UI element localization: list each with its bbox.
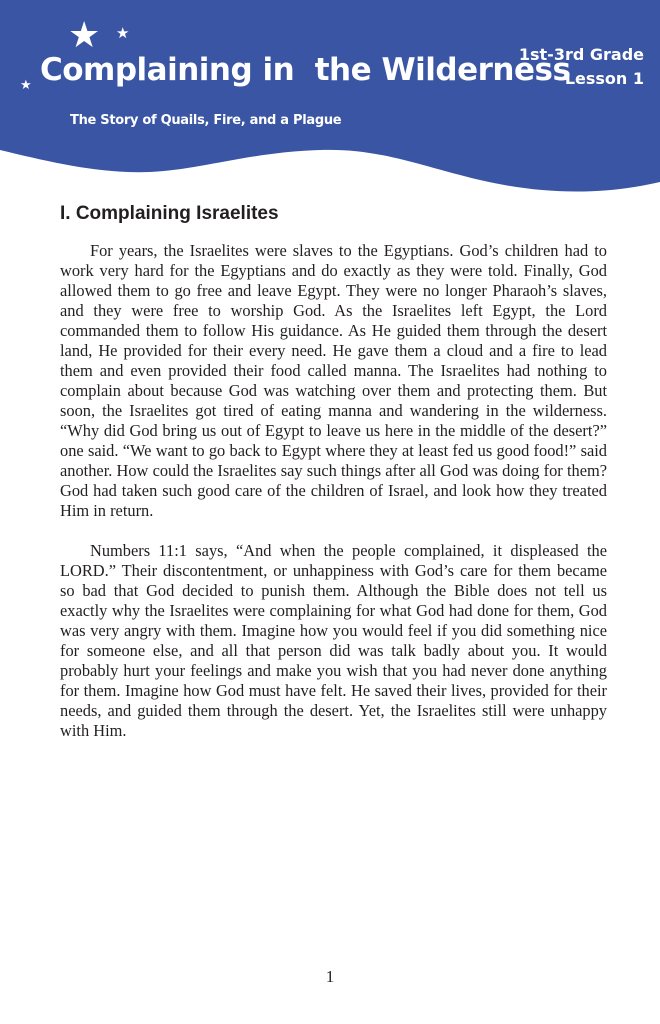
star-icon: ★ <box>20 78 32 93</box>
paragraph: For years, the Israelites were slaves to the Egyptians. God’s children had to work very hard for the Egyptians and do exactly as they were told. Finally, God allowed them to go free and leave Egypt. They were no longer Pharaoh’s slaves, and they were free to worship God. As the Israelites left Egypt, the Lord commanded them to follow His guidance. As He guided them through the desert land, He provided for their every need. He gave them a cloud and a fire to lead them and even provided their food called manna. The Israelites had nothing to complain about because God was watching over them and protecting them. But soon, the Israelites got tired of eating manna and wandering in the wilderness. “Why did God bring us out of Egypt to leave us here in the middle of the desert?” one said. “We want to go back to Egypt where they at least fed us good food!” said another. How could the Israelites say such things after all God was doing for them? God had taken such good care of the children of Israel, and look how they treated Him in return. <box>60 241 607 520</box>
grade-label: 1st-3rd Grade <box>518 45 644 64</box>
page-number: 1 <box>325 967 335 986</box>
paragraph: Numbers 11:1 says, “And when the people complained, it displeased the LORD.” Their discontentment, or unhappiness with God’s care for them became so bad that God decided to punish them. Although the Bible does not tell us exactly why the Israelites were complaining for what God had done for them, God was very angry with them. Imagine how you would feel if you did something nice for someone else, and all that person did was talk badly about you. It would probably hurt your feelings and make you wish that you had never done anything for them. Imagine how God must have felt. He saved their lives, provided for their needs, and guided them through the desert. Yet, the Israelites still were unhappy with Him. <box>60 541 607 740</box>
lesson-content <box>60 203 607 761</box>
header-banner <box>0 0 660 200</box>
star-icon: ★ <box>68 15 101 56</box>
page-subtitle: The Story of Quails, Fire, and a Plague <box>70 113 342 128</box>
grade-lesson-label <box>519 43 644 91</box>
lesson-label: Lesson 1 <box>564 69 644 88</box>
section-heading: I. Complaining Israelites <box>60 203 279 224</box>
star-icon: ★ <box>116 24 130 42</box>
page-title: Complaining in the Wilderness <box>40 52 571 88</box>
